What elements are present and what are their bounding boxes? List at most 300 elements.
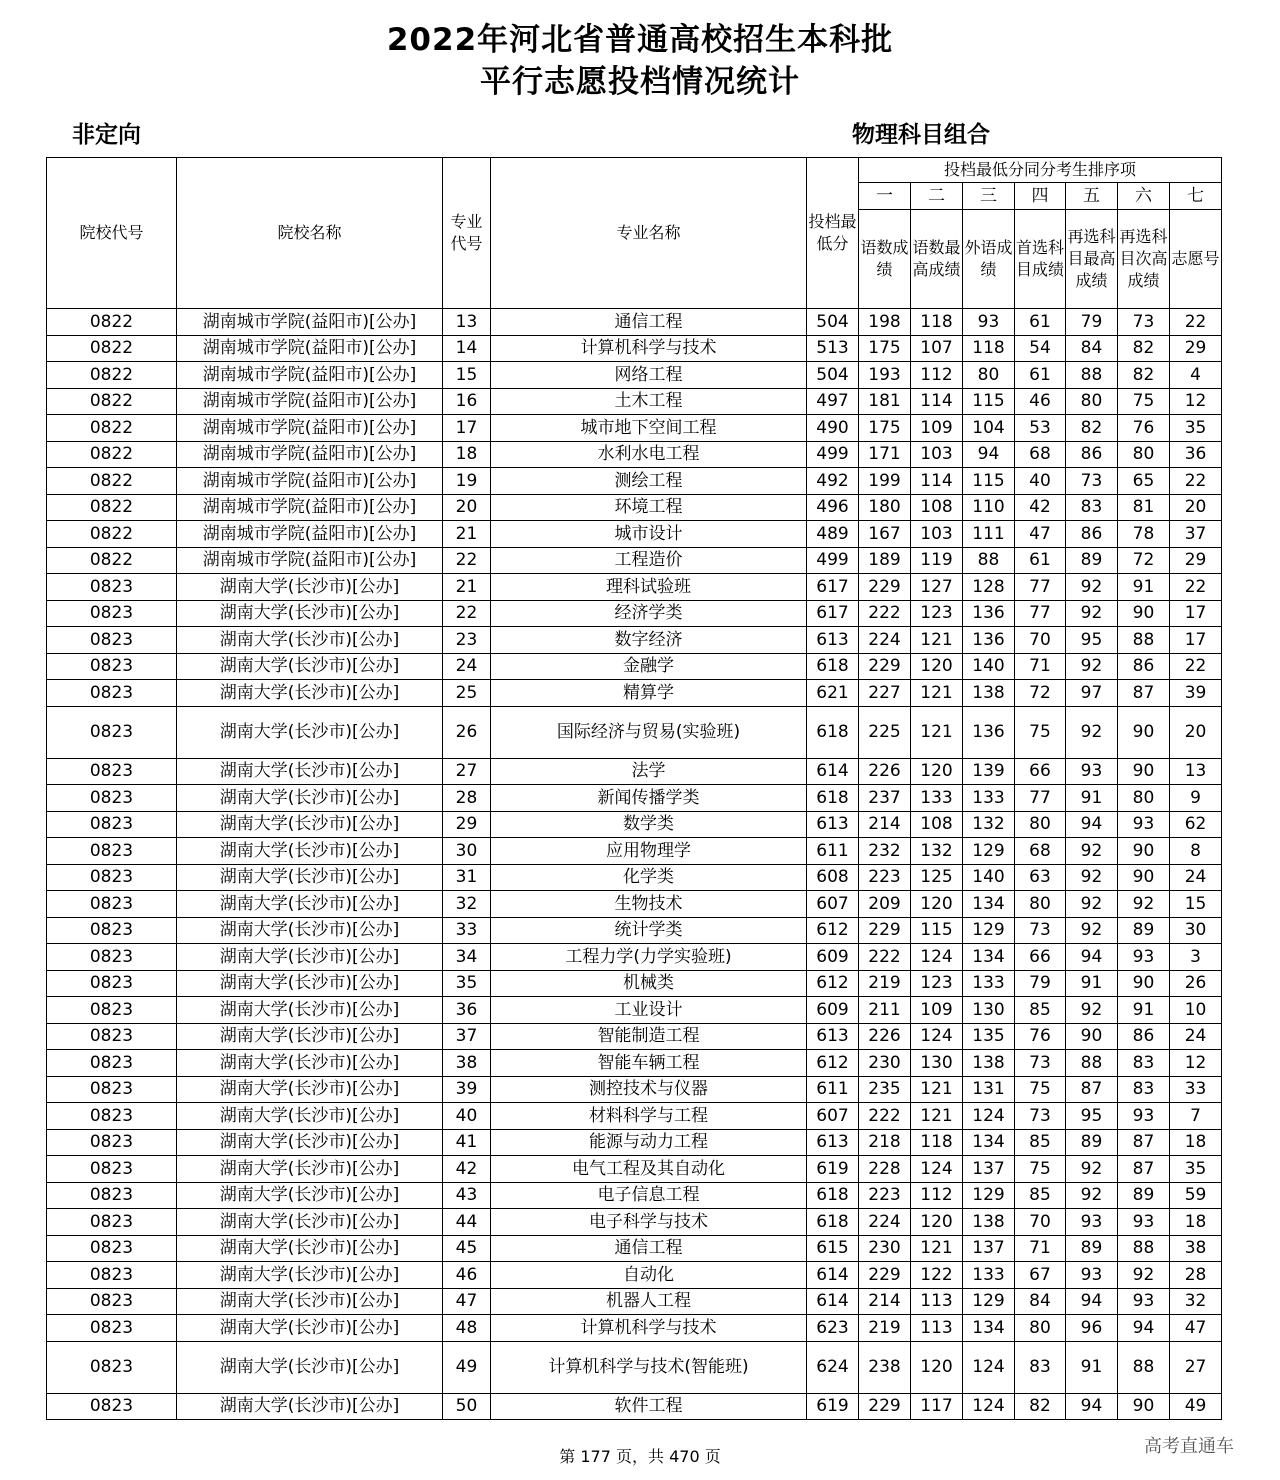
cell-school-name: 湖南大学(长沙市)[公办] [177, 891, 443, 918]
cell-rank-2: 118 [911, 309, 963, 336]
table-row [47, 574, 1222, 601]
cell-rank-5: 94 [1066, 1288, 1118, 1315]
cell-min-score: 623 [807, 1315, 859, 1342]
cell-school-code: 0822 [47, 415, 177, 442]
cell-major-name: 测绘工程 [491, 468, 807, 495]
cell-min-score: 618 [807, 1209, 859, 1236]
cell-rank-7: 18 [1170, 1129, 1222, 1156]
cell-rank-1: 229 [859, 574, 911, 601]
cell-rank-3: 140 [963, 864, 1015, 891]
cell-major-name: 水利水电工程 [491, 441, 807, 468]
cell-min-score: 607 [807, 1103, 859, 1130]
cell-rank-5: 92 [1066, 864, 1118, 891]
cell-rank-3: 133 [963, 970, 1015, 997]
cell-rank-7: 24 [1170, 1023, 1222, 1050]
table-row [47, 1315, 1222, 1342]
cell-school-name: 湖南大学(长沙市)[公办] [177, 838, 443, 865]
cell-school-code: 0823 [47, 944, 177, 971]
cell-school-code: 0823 [47, 600, 177, 627]
cell-major-code: 47 [443, 1288, 491, 1315]
cell-rank-6: 90 [1118, 600, 1170, 627]
cell-major-code: 23 [443, 627, 491, 654]
cell-school-code: 0823 [47, 864, 177, 891]
cell-rank-1: 230 [859, 1050, 911, 1077]
table-row [47, 706, 1222, 758]
cell-rank-7: 35 [1170, 415, 1222, 442]
cell-rank-4: 80 [1015, 1315, 1066, 1342]
cell-rank-6: 93 [1118, 944, 1170, 971]
cell-rank-3: 134 [963, 944, 1015, 971]
table-row [47, 970, 1222, 997]
cell-major-code: 35 [443, 970, 491, 997]
cell-rank-7: 37 [1170, 521, 1222, 548]
cell-rank-3: 115 [963, 388, 1015, 415]
cell-rank-4: 79 [1015, 970, 1066, 997]
cell-rank-1: 219 [859, 1315, 911, 1342]
cell-rank-5: 92 [1066, 1156, 1118, 1183]
cell-rank-2: 124 [911, 944, 963, 971]
cell-school-code: 0823 [47, 970, 177, 997]
cell-rank-1: 193 [859, 362, 911, 389]
cell-major-code: 21 [443, 574, 491, 601]
cell-major-name: 新闻传播学类 [491, 785, 807, 812]
cell-school-name: 湖南城市学院(益阳市)[公办] [177, 415, 443, 442]
cell-min-score: 608 [807, 864, 859, 891]
cell-rank-5: 92 [1066, 1182, 1118, 1209]
cell-rank-5: 97 [1066, 680, 1118, 707]
cell-min-score: 621 [807, 680, 859, 707]
cell-min-score: 618 [807, 706, 859, 758]
cell-rank-6: 83 [1118, 1076, 1170, 1103]
cell-school-name: 湖南大学(长沙市)[公办] [177, 758, 443, 785]
cell-school-name: 湖南大学(长沙市)[公办] [177, 1209, 443, 1236]
cell-rank-2: 120 [911, 653, 963, 680]
cell-rank-7: 30 [1170, 917, 1222, 944]
table-row [47, 1050, 1222, 1077]
cell-rank-5: 92 [1066, 653, 1118, 680]
cell-rank-6: 82 [1118, 335, 1170, 362]
cell-rank-7: 20 [1170, 494, 1222, 521]
cell-school-code: 0823 [47, 1050, 177, 1077]
table-row [47, 1393, 1222, 1420]
cell-rank-2: 120 [911, 891, 963, 918]
cell-major-code: 15 [443, 362, 491, 389]
cell-rank-4: 75 [1015, 1156, 1066, 1183]
cell-rank-3: 137 [963, 1156, 1015, 1183]
cell-school-code: 0823 [47, 1076, 177, 1103]
cell-school-code: 0822 [47, 521, 177, 548]
cell-school-code: 0823 [47, 1393, 177, 1420]
cell-rank-1: 198 [859, 309, 911, 336]
cell-min-score: 613 [807, 1129, 859, 1156]
cell-rank-2: 121 [911, 680, 963, 707]
cell-rank-4: 72 [1015, 680, 1066, 707]
cell-min-score: 618 [807, 1182, 859, 1209]
cell-rank-7: 28 [1170, 1262, 1222, 1289]
cell-rank-5: 92 [1066, 600, 1118, 627]
cell-school-code: 0823 [47, 811, 177, 838]
cell-rank-6: 93 [1118, 811, 1170, 838]
cell-rank-7: 10 [1170, 997, 1222, 1024]
header-rank-number: 二 [911, 183, 963, 210]
cell-rank-3: 130 [963, 997, 1015, 1024]
cell-rank-4: 63 [1015, 864, 1066, 891]
cell-school-code: 0823 [47, 1235, 177, 1262]
cell-rank-4: 80 [1015, 811, 1066, 838]
header-rank-number: 六 [1118, 183, 1170, 210]
cell-rank-7: 29 [1170, 547, 1222, 574]
cell-major-code: 50 [443, 1393, 491, 1420]
cell-major-code: 13 [443, 309, 491, 336]
cell-major-name: 工程造价 [491, 547, 807, 574]
cell-school-name: 湖南大学(长沙市)[公办] [177, 1050, 443, 1077]
cell-major-name: 化学类 [491, 864, 807, 891]
cell-rank-6: 90 [1118, 706, 1170, 758]
cell-major-name: 国际经济与贸易(实验班) [491, 706, 807, 758]
cell-rank-6: 65 [1118, 468, 1170, 495]
cell-rank-2: 125 [911, 864, 963, 891]
cell-rank-1: 229 [859, 1393, 911, 1420]
cell-rank-6: 93 [1118, 1103, 1170, 1130]
cell-rank-2: 130 [911, 1050, 963, 1077]
cell-rank-5: 88 [1066, 362, 1118, 389]
cell-rank-7: 22 [1170, 309, 1222, 336]
cell-school-name: 湖南城市学院(益阳市)[公办] [177, 309, 443, 336]
cell-rank-3: 139 [963, 758, 1015, 785]
cell-major-name: 机械类 [491, 970, 807, 997]
cell-min-score: 624 [807, 1341, 859, 1393]
cell-school-name: 湖南大学(长沙市)[公办] [177, 1156, 443, 1183]
table-row [47, 917, 1222, 944]
cell-rank-6: 86 [1118, 1023, 1170, 1050]
cell-school-code: 0823 [47, 997, 177, 1024]
cell-rank-1: 226 [859, 758, 911, 785]
cell-rank-3: 138 [963, 1050, 1015, 1077]
cell-rank-4: 76 [1015, 1023, 1066, 1050]
cell-rank-7: 29 [1170, 335, 1222, 362]
table-row [47, 997, 1222, 1024]
cell-rank-6: 80 [1118, 441, 1170, 468]
subject-group-label: 物理科目组合 [852, 122, 990, 148]
cell-rank-7: 4 [1170, 362, 1222, 389]
category-label: 非定向 [72, 122, 141, 148]
page-title: 2022年河北省普通高校招生本科批 [386, 22, 894, 58]
table-row [47, 1235, 1222, 1262]
cell-rank-2: 127 [911, 574, 963, 601]
cell-rank-1: 199 [859, 468, 911, 495]
cell-rank-1: 175 [859, 415, 911, 442]
cell-rank-4: 71 [1015, 653, 1066, 680]
cell-major-code: 21 [443, 521, 491, 548]
cell-rank-4: 73 [1015, 1103, 1066, 1130]
cell-rank-1: 223 [859, 864, 911, 891]
cell-rank-4: 85 [1015, 1129, 1066, 1156]
cell-min-score: 614 [807, 1288, 859, 1315]
cell-rank-1: 209 [859, 891, 911, 918]
cell-min-score: 499 [807, 441, 859, 468]
table-row [47, 680, 1222, 707]
cell-major-code: 26 [443, 706, 491, 758]
cell-major-name: 理科试验班 [491, 574, 807, 601]
cell-major-code: 42 [443, 1156, 491, 1183]
cell-school-name: 湖南城市学院(益阳市)[公办] [177, 362, 443, 389]
cell-rank-2: 103 [911, 521, 963, 548]
cell-major-code: 41 [443, 1129, 491, 1156]
cell-school-code: 0823 [47, 891, 177, 918]
cell-rank-2: 121 [911, 1076, 963, 1103]
cell-school-name: 湖南大学(长沙市)[公办] [177, 706, 443, 758]
header-rank-group: 投档最低分同分考生排序项 [859, 158, 1222, 183]
cell-min-score: 489 [807, 521, 859, 548]
cell-school-name: 湖南大学(长沙市)[公办] [177, 1235, 443, 1262]
cell-min-score: 617 [807, 574, 859, 601]
cell-rank-7: 59 [1170, 1182, 1222, 1209]
cell-rank-6: 80 [1118, 785, 1170, 812]
cell-major-code: 39 [443, 1076, 491, 1103]
cell-major-code: 43 [443, 1182, 491, 1209]
cell-major-name: 经济学类 [491, 600, 807, 627]
cell-rank-6: 90 [1118, 1393, 1170, 1420]
cell-rank-4: 80 [1015, 891, 1066, 918]
table-row [47, 335, 1222, 362]
cell-major-code: 49 [443, 1341, 491, 1393]
table-row [47, 891, 1222, 918]
cell-school-code: 0823 [47, 1103, 177, 1130]
cell-rank-3: 136 [963, 627, 1015, 654]
table-row [47, 811, 1222, 838]
cell-rank-7: 3 [1170, 944, 1222, 971]
cell-major-name: 数学类 [491, 811, 807, 838]
cell-rank-5: 87 [1066, 1076, 1118, 1103]
cell-school-name: 湖南大学(长沙市)[公办] [177, 864, 443, 891]
table-row [47, 1023, 1222, 1050]
cell-rank-6: 89 [1118, 1182, 1170, 1209]
cell-rank-5: 91 [1066, 1341, 1118, 1393]
cell-rank-3: 115 [963, 468, 1015, 495]
cell-rank-5: 83 [1066, 494, 1118, 521]
cell-school-name: 湖南城市学院(益阳市)[公办] [177, 494, 443, 521]
cell-rank-5: 92 [1066, 838, 1118, 865]
cell-major-name: 测控技术与仪器 [491, 1076, 807, 1103]
cell-rank-1: 224 [859, 627, 911, 654]
cell-rank-3: 111 [963, 521, 1015, 548]
table-row [47, 864, 1222, 891]
cell-major-code: 29 [443, 811, 491, 838]
cell-major-code: 34 [443, 944, 491, 971]
table-row [47, 838, 1222, 865]
cell-rank-6: 87 [1118, 680, 1170, 707]
cell-major-name: 网络工程 [491, 362, 807, 389]
cell-rank-6: 92 [1118, 891, 1170, 918]
cell-school-name: 湖南大学(长沙市)[公办] [177, 785, 443, 812]
cell-rank-6: 94 [1118, 1315, 1170, 1342]
cell-min-score: 609 [807, 997, 859, 1024]
table-row [47, 309, 1222, 336]
cell-rank-7: 15 [1170, 891, 1222, 918]
cell-rank-4: 54 [1015, 335, 1066, 362]
cell-school-name: 湖南大学(长沙市)[公办] [177, 1288, 443, 1315]
cell-school-code: 0823 [47, 706, 177, 758]
cell-rank-3: 137 [963, 1235, 1015, 1262]
cell-major-code: 17 [443, 415, 491, 442]
header-school-code: 院校代号 [47, 158, 177, 309]
cell-rank-2: 113 [911, 1315, 963, 1342]
header-rank-item: 再选科目次高成绩 [1118, 210, 1170, 309]
table-row [47, 441, 1222, 468]
cell-rank-2: 132 [911, 838, 963, 865]
cell-rank-1: 222 [859, 944, 911, 971]
cell-major-code: 25 [443, 680, 491, 707]
cell-rank-1: 167 [859, 521, 911, 548]
cell-rank-5: 84 [1066, 335, 1118, 362]
cell-major-code: 38 [443, 1050, 491, 1077]
cell-rank-6: 91 [1118, 997, 1170, 1024]
cell-major-code: 16 [443, 388, 491, 415]
header-rank-item: 语数成绩 [859, 210, 911, 309]
cell-rank-6: 87 [1118, 1129, 1170, 1156]
cell-rank-5: 89 [1066, 1235, 1118, 1262]
cell-major-code: 44 [443, 1209, 491, 1236]
cell-rank-6: 73 [1118, 309, 1170, 336]
cell-rank-5: 96 [1066, 1315, 1118, 1342]
cell-rank-4: 84 [1015, 1288, 1066, 1315]
cell-rank-2: 108 [911, 494, 963, 521]
cell-school-name: 湖南大学(长沙市)[公办] [177, 917, 443, 944]
table-row [47, 785, 1222, 812]
cell-rank-1: 211 [859, 997, 911, 1024]
cell-rank-5: 79 [1066, 309, 1118, 336]
cell-major-name: 环境工程 [491, 494, 807, 521]
table-row [47, 1156, 1222, 1183]
table-row [47, 1341, 1222, 1393]
cell-rank-3: 138 [963, 1209, 1015, 1236]
header-school-name: 院校名称 [177, 158, 443, 309]
cell-major-name: 应用物理学 [491, 838, 807, 865]
cell-rank-3: 140 [963, 653, 1015, 680]
cell-major-name: 计算机科学与技术 [491, 335, 807, 362]
cell-rank-2: 121 [911, 627, 963, 654]
cell-rank-6: 93 [1118, 1209, 1170, 1236]
cell-school-code: 0823 [47, 1156, 177, 1183]
cell-school-code: 0822 [47, 494, 177, 521]
cell-rank-7: 18 [1170, 1209, 1222, 1236]
cell-rank-4: 68 [1015, 838, 1066, 865]
cell-rank-7: 38 [1170, 1235, 1222, 1262]
cell-major-name: 城市设计 [491, 521, 807, 548]
cell-major-name: 材料科学与工程 [491, 1103, 807, 1130]
cell-min-score: 618 [807, 785, 859, 812]
cell-rank-7: 47 [1170, 1315, 1222, 1342]
cell-rank-1: 238 [859, 1341, 911, 1393]
cell-rank-4: 61 [1015, 309, 1066, 336]
cell-rank-2: 118 [911, 1129, 963, 1156]
cell-school-name: 湖南大学(长沙市)[公办] [177, 1129, 443, 1156]
cell-rank-5: 90 [1066, 1023, 1118, 1050]
cell-school-code: 0823 [47, 758, 177, 785]
cell-school-code: 0823 [47, 917, 177, 944]
cell-rank-3: 129 [963, 1182, 1015, 1209]
cell-rank-7: 22 [1170, 574, 1222, 601]
cell-rank-7: 22 [1170, 468, 1222, 495]
cell-major-code: 19 [443, 468, 491, 495]
cell-rank-4: 53 [1015, 415, 1066, 442]
table-row [47, 547, 1222, 574]
cell-rank-2: 124 [911, 1156, 963, 1183]
cell-rank-2: 114 [911, 468, 963, 495]
cell-school-code: 0823 [47, 1023, 177, 1050]
cell-rank-7: 62 [1170, 811, 1222, 838]
cell-rank-2: 107 [911, 335, 963, 362]
cell-rank-4: 77 [1015, 785, 1066, 812]
cell-rank-2: 109 [911, 415, 963, 442]
table-row [47, 627, 1222, 654]
cell-rank-2: 122 [911, 1262, 963, 1289]
cell-school-code: 0823 [47, 653, 177, 680]
cell-rank-1: 229 [859, 653, 911, 680]
header-rank-item: 首选科目成绩 [1015, 210, 1066, 309]
cell-rank-2: 117 [911, 1393, 963, 1420]
cell-rank-1: 223 [859, 1182, 911, 1209]
cell-rank-3: 134 [963, 1129, 1015, 1156]
cell-rank-7: 36 [1170, 441, 1222, 468]
cell-school-name: 湖南大学(长沙市)[公办] [177, 1341, 443, 1393]
cell-rank-4: 61 [1015, 362, 1066, 389]
cell-rank-1: 180 [859, 494, 911, 521]
cell-rank-1: 222 [859, 1103, 911, 1130]
cell-min-score: 614 [807, 758, 859, 785]
cell-major-name: 计算机科学与技术(智能班) [491, 1341, 807, 1393]
cell-major-code: 36 [443, 997, 491, 1024]
cell-school-code: 0823 [47, 680, 177, 707]
cell-school-name: 湖南大学(长沙市)[公办] [177, 680, 443, 707]
cell-major-name: 电子科学与技术 [491, 1209, 807, 1236]
cell-rank-1: 214 [859, 811, 911, 838]
cell-min-score: 504 [807, 309, 859, 336]
cell-school-code: 0823 [47, 1182, 177, 1209]
cell-school-name: 湖南大学(长沙市)[公办] [177, 1182, 443, 1209]
cell-rank-6: 82 [1118, 362, 1170, 389]
table-row [47, 388, 1222, 415]
cell-major-code: 22 [443, 600, 491, 627]
cell-school-name: 湖南大学(长沙市)[公办] [177, 1393, 443, 1420]
cell-major-name: 能源与动力工程 [491, 1129, 807, 1156]
cell-rank-5: 86 [1066, 521, 1118, 548]
cell-rank-4: 42 [1015, 494, 1066, 521]
cell-school-code: 0823 [47, 838, 177, 865]
cell-rank-7: 24 [1170, 864, 1222, 891]
cell-rank-1: 229 [859, 917, 911, 944]
cell-major-code: 33 [443, 917, 491, 944]
cell-school-name: 湖南城市学院(益阳市)[公办] [177, 547, 443, 574]
cell-rank-7: 12 [1170, 1050, 1222, 1077]
cell-school-code: 0823 [47, 574, 177, 601]
cell-major-code: 40 [443, 1103, 491, 1130]
cell-rank-7: 9 [1170, 785, 1222, 812]
cell-school-name: 湖南大学(长沙市)[公办] [177, 600, 443, 627]
cell-rank-3: 134 [963, 1315, 1015, 1342]
cell-rank-3: 124 [963, 1393, 1015, 1420]
cell-rank-2: 109 [911, 997, 963, 1024]
cell-min-score: 492 [807, 468, 859, 495]
cell-rank-4: 73 [1015, 917, 1066, 944]
cell-major-code: 28 [443, 785, 491, 812]
cell-rank-1: 235 [859, 1076, 911, 1103]
cell-rank-5: 93 [1066, 758, 1118, 785]
cell-rank-2: 124 [911, 1023, 963, 1050]
cell-major-code: 22 [443, 547, 491, 574]
cell-rank-5: 80 [1066, 388, 1118, 415]
cell-rank-2: 123 [911, 970, 963, 997]
